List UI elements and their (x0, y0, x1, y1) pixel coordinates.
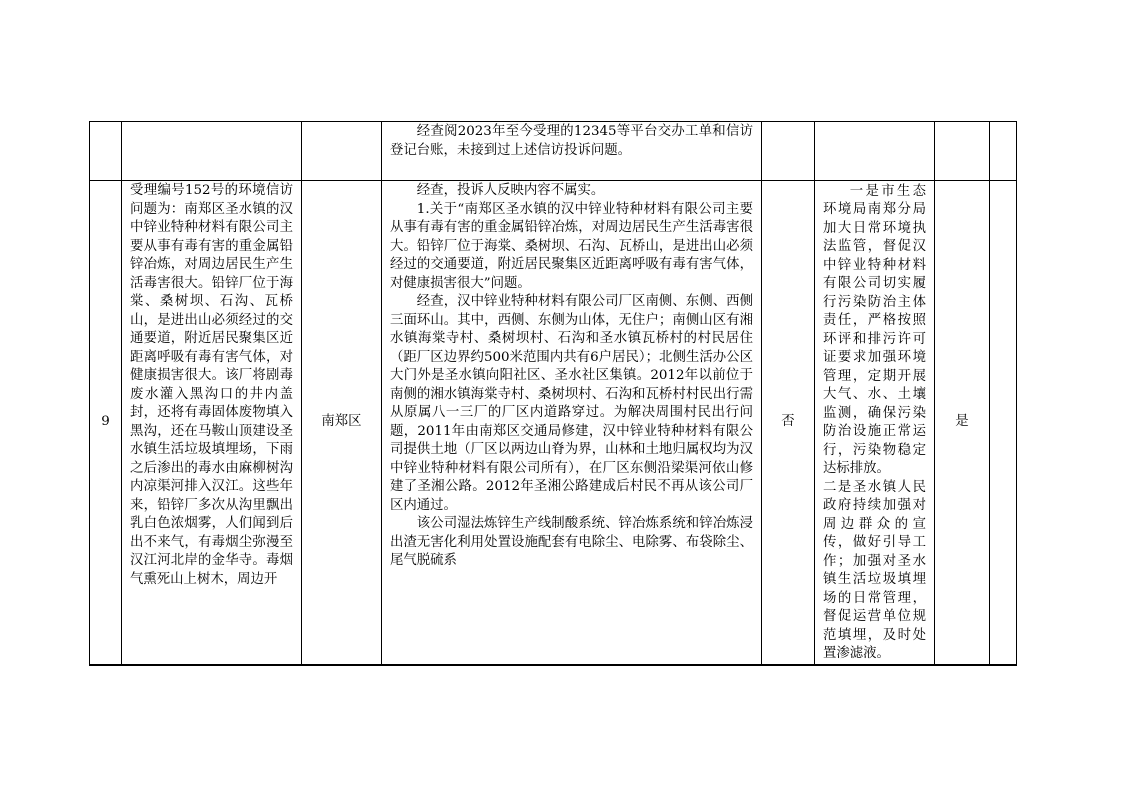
row-index-cell (90, 181, 122, 666)
issue-cell (122, 181, 302, 666)
is-true-cell (762, 181, 815, 666)
is-true-text: 否 (781, 414, 795, 430)
findings-paragraph: 该公司湿法炼锌生产线制酸系统、锌冶炼系统和锌冶炼浸出渣无害化利用处置设施配套有电除尘、电除雾、布袋除尘、尾气脱硫系 (390, 516, 753, 568)
measures-paragraph: 二是圣水镇人民政府持续加强对周边群众的宣传，做好引导工作；加强对圣水镇生活垃圾填埋场的日常管理，督促运营单位规范填埋，及时处置渗滤液。 (823, 479, 926, 661)
table-row (90, 122, 1017, 181)
findings-paragraph: 经查，汉中锌业特种材料有限公司厂区南侧、东侧、西侧三面环山。其中，西侧、东侧为山体，无住户；南侧山区有湘水镇海棠寺村、桑树坝村、石沟和圣水镇瓦桥村的村民居住（距厂区边界约500米范围内共有6户居民）；北侧生活办公区大门外是圣水镇向阳社区、圣水社区集镇。2012年以前位于南侧的湘水镇海棠寺村、桑树坝村、石沟和瓦桥村村民出行需从原属八一三厂的厂区内道路穿过。为解决周围村民出行问题，2011年由南郑区交通局修建，汉中锌业特种材料有限公司提供土地（厂区以两边山脊为界，山林和土地归属权均为汉中锌业特种材料有限公司所有），在厂区东侧沿梁渠河依山修建了圣湘公路。2012年圣湘公路建成后村民不再从该公司厂区内通过。 (390, 294, 753, 513)
district-cell (302, 122, 382, 181)
measures-cell (815, 122, 935, 181)
findings-paragraph: 1.关于“南郑区圣水镇的汉中锌业特种材料有限公司主要从事有毒有害的重金属铅锌冶炼，对周边居民生产生活毒害很大。铅锌厂位于海棠、桑树坝、石沟、瓦桥山，是进出山必须经过的交通要道，附近居民聚集区近距离呼吸有毒有害气体，对健康损害很大”问题。 (390, 201, 753, 291)
issue-cell (122, 122, 302, 181)
row-index-cell (90, 122, 122, 181)
closed-text: 是 (955, 414, 969, 430)
measures-paragraph: 一是市生态环境局南郑分局加大日常环境执法监管，督促汉中锌业特种材料有限公司切实履行污染防治主体责任，严格按照环评和排污许可证要求加强环境管理，定期开展大气、水、土壤监测，确保污染防治设施正常运行，污染物稳定达标排放。 (823, 183, 926, 476)
findings-paragraph: 经查，投诉人反映内容不属实。 (416, 183, 605, 198)
table-row (90, 181, 1017, 666)
remark-cell (990, 181, 1017, 666)
district-text: 南郑区 (321, 414, 362, 430)
complaint-table (89, 121, 1017, 666)
closed-cell (935, 181, 990, 666)
findings-cell (382, 181, 762, 666)
row-index: 9 (101, 414, 110, 430)
measures-cell (815, 181, 935, 666)
issue-text: 受理编号152号的环境信访问题为：南郑区圣水镇的汉中锌业特种材料有限公司主要从事有毒有害的重金属铅锌冶炼，对周边居民生产生活毒害很大。铅锌厂位于海棠、桑树坝、石沟、瓦桥山，是进出山必须经过的交通要道，附近居民聚集区近距离呼吸有毒有害气体，对健康损害很大。该厂将剧毒废水灌入黑沟口的井内盖封，还将有毒固体废物填入黑沟，还在马鞍山顶建设圣水镇生活垃圾填埋场，下雨之后渗出的毒水由麻柳树沟内凉渠河排入汉江。这些年来，铅锌厂多次从沟里飘出乳白色浓烟雾，人们闻到后出不来气，有毒烟尘弥漫至汉江河北岸的金华寺。毒烟气熏死山上树木，周边开 (130, 183, 293, 587)
findings-cell (382, 122, 762, 181)
is-true-cell (762, 122, 815, 181)
remark-cell (990, 122, 1017, 181)
closed-cell (935, 122, 990, 181)
district-cell (302, 181, 382, 666)
findings-paragraph: 经查阅2023年至今受理的12345等平台交办工单和信访登记台账，未接到过上述信访投诉问题。 (390, 124, 753, 158)
